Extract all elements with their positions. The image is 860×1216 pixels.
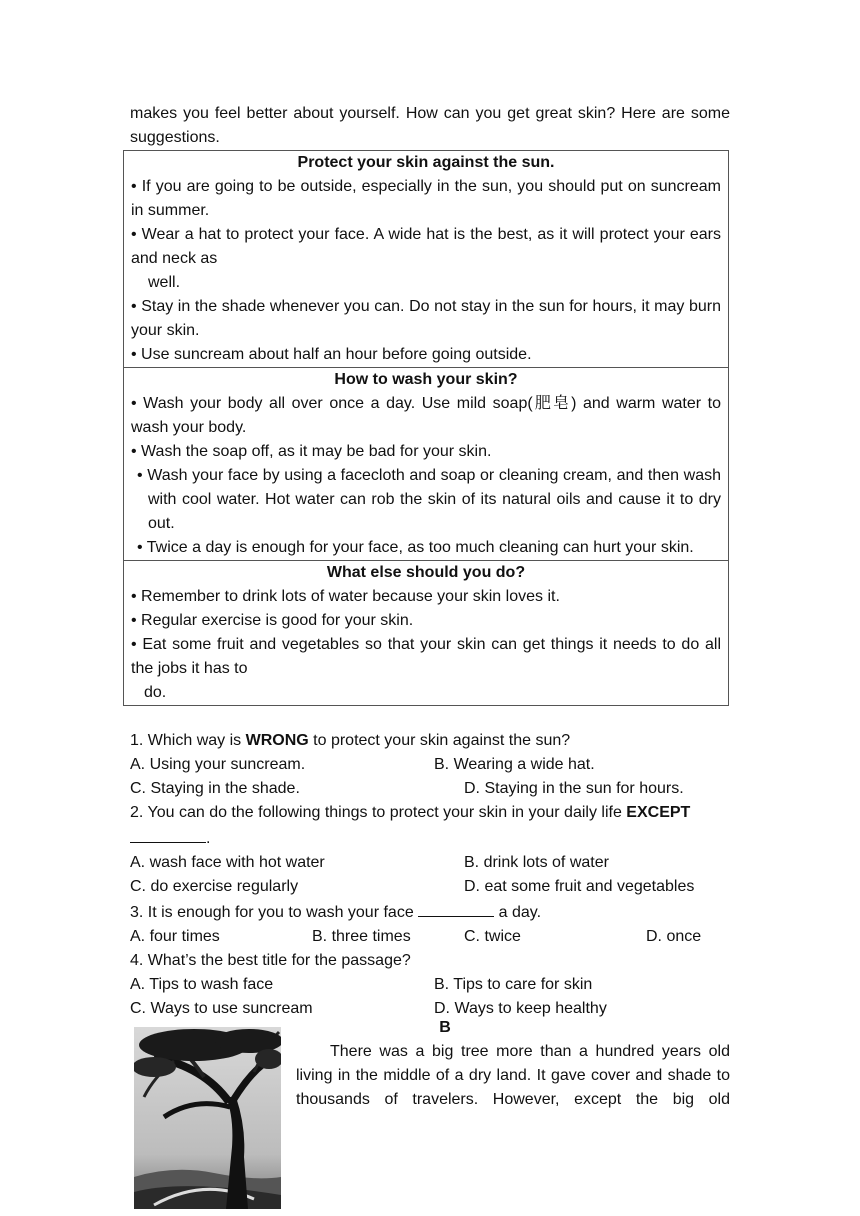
list-item: • Wash the soap off, as it may be bad for your skin. (131, 443, 492, 460)
intro-paragraph (130, 102, 730, 150)
list-item-continuation: well. (148, 274, 181, 291)
section-else (124, 561, 729, 706)
table-row (124, 368, 729, 561)
options-row (130, 777, 730, 801)
list-item: • Eat some fruit and vegetables so that your skin can get things it needs to do all the jobs it has to (131, 636, 721, 677)
option[interactable]: B. Tips to care for skin (434, 976, 593, 993)
passage-title: B (439, 1019, 451, 1036)
questions (130, 729, 730, 1021)
intro-text: makes you feel better about yourself. How can you get great skin? Here are some suggestions. (130, 105, 730, 146)
tree-photo (134, 1027, 281, 1209)
section-title: How to wash your skin? (334, 371, 518, 388)
list-item: • Wear a hat to protect your face. A wide hat is the best, as it will protect your ears and neck as (131, 226, 721, 267)
options-row (130, 875, 730, 899)
question-2: 2. You can do the following things to protect your skin in your daily life EXCEPT . (130, 804, 691, 847)
option[interactable]: A. Using your suncream. (130, 756, 306, 773)
list-item: • Remember to drink lots of water because your skin loves it. (131, 588, 560, 605)
list-item: • Regular exercise is good for your skin. (131, 612, 414, 629)
options-row (130, 925, 730, 949)
passage-text: There was a big tree more than a hundred years old living in the middle of a dry land. It gave cover and shade to thousands of travelers. However, except the big old (296, 1043, 730, 1108)
answer-blank[interactable] (130, 825, 206, 843)
list-item-continuation: do. (144, 684, 167, 701)
option[interactable]: A. four times (130, 928, 220, 945)
list-item: • Use suncream about half an hour before going outside. (131, 346, 532, 363)
question-3: 3. It is enough for you to wash your face a day. (130, 899, 730, 925)
passage-b (296, 1016, 730, 1112)
section-sun (124, 151, 729, 368)
options-row (130, 753, 730, 777)
option[interactable]: C. do exercise regularly (130, 878, 299, 895)
table-row (124, 561, 729, 706)
option[interactable]: D. Staying in the sun for hours. (464, 780, 684, 797)
option[interactable]: A. Tips to wash face (130, 976, 274, 993)
table-row (124, 151, 729, 368)
option[interactable]: B. three times (312, 928, 411, 945)
list-item: • If you are going to be outside, especially in the sun, you should put on suncream in summer. (131, 178, 721, 219)
list-item: • Stay in the shade whenever you can. Do not stay in the sun for hours, it may burn your skin. (131, 298, 721, 339)
list-item: • Twice a day is enough for your face, as too much cleaning can hurt your skin. (137, 539, 694, 556)
list-item: • Wash your body all over once a day. Use mild soap(肥皂) and warm water to wash your body. (131, 395, 721, 436)
option[interactable]: D. Ways to keep healthy (434, 1000, 607, 1017)
question-1: 1. Which way is WRONG to protect your skin against the sun? (130, 732, 571, 749)
section-wash (124, 368, 729, 561)
option[interactable]: B. Wearing a wide hat. (434, 756, 595, 773)
skin-care-table (123, 150, 729, 706)
option[interactable]: C. Staying in the shade. (130, 780, 300, 797)
section-title: What else should you do? (326, 564, 526, 581)
list-item: • Wash your face by using a facecloth and soap or cleaning cream, and then wash with cool water. Hot water can rob the skin of its natural oils and cause it to dry out. (137, 467, 721, 532)
answer-blank[interactable] (418, 899, 494, 917)
option[interactable]: D. eat some fruit and vegetables (464, 878, 695, 895)
option[interactable]: A. wash face with hot water (130, 854, 325, 871)
option[interactable]: C. twice (464, 928, 521, 945)
option[interactable]: C. Ways to use suncream (130, 1000, 313, 1017)
question-4: 4. What’s the best title for the passage? (130, 952, 411, 969)
section-title: Protect your skin against the sun. (297, 154, 555, 171)
option[interactable]: B. drink lots of water (464, 854, 609, 871)
options-row (130, 851, 730, 875)
option[interactable]: D. once (646, 928, 702, 945)
options-row (130, 973, 730, 997)
